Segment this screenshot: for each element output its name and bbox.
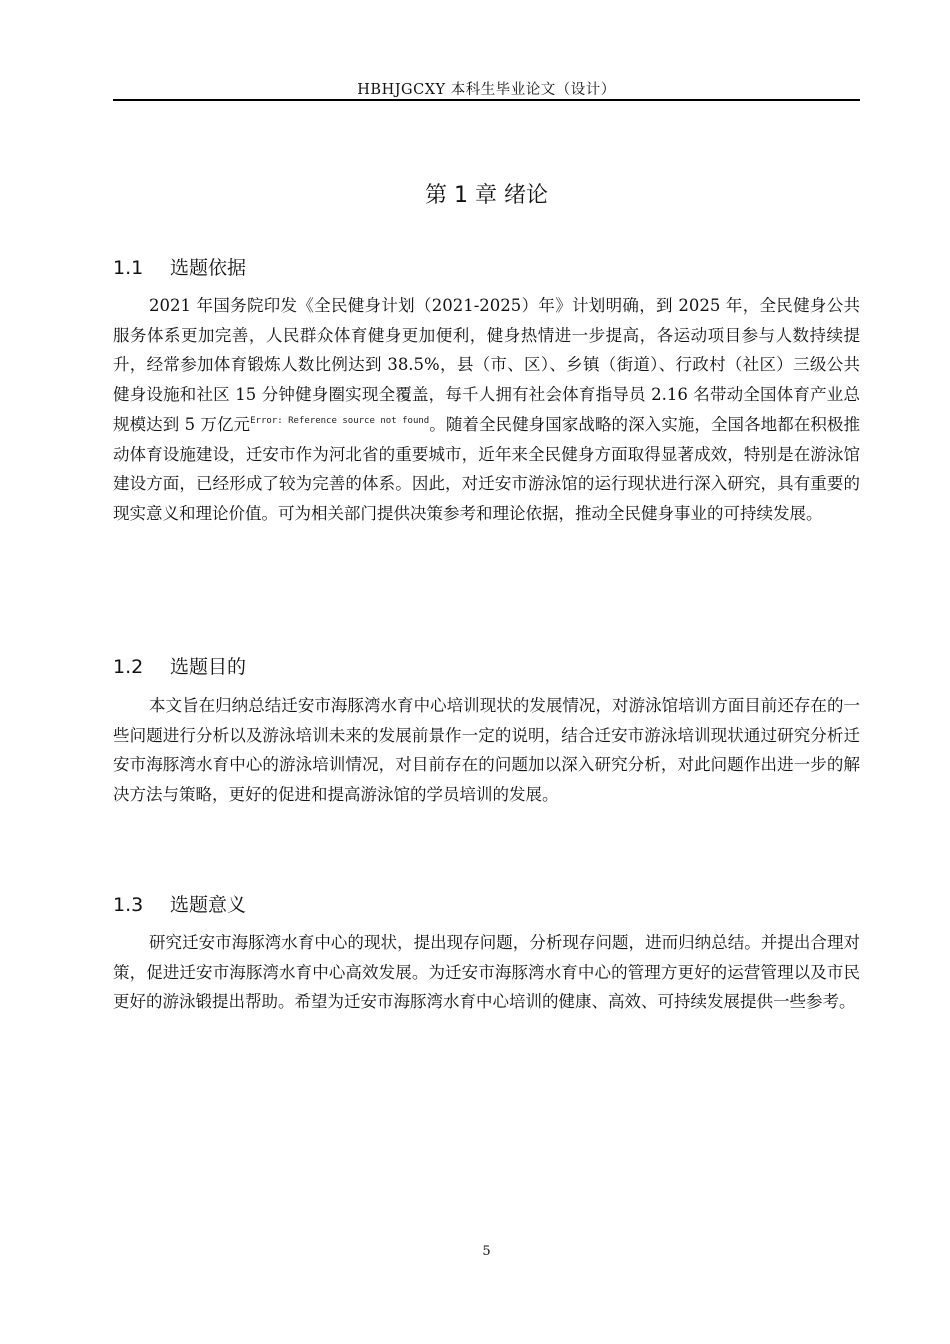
section-1-2-paragraph: 本文旨在归纳总结迁安市海豚湾水育中心培训现状的发展情况，对游泳馆培训方面目前还存在的一些问题进行分析以及游泳培训未来的发展前景作一定的说明，结合迁安市游泳培训现状通过研究分析迁安市海豚湾水育中心的游泳培训情况，对目前存在的问题加以深入研究分析，对此问题作出进一步的解决方法与策略，更好的促进和提高游泳馆的学员培训的发展。 (113, 696, 860, 805)
section-title: 选题依据 (170, 257, 247, 279)
section-1-3-paragraph: 研究迁安市海豚湾水育中心的现状，提出现存问题，分析现存问题，进而归纳总结。并提出合理对策，促进迁安市海豚湾水育中心高效发展。为迁安市海豚湾水育中心的管理方更好的运营管理以及市民更好的游泳锻提出帮助。希望为迁安市海豚湾水育中心培训的健康、高效、可持续发展提供一些参考。 (113, 933, 860, 1012)
running-header: HBHJGCXY 本科生毕业论文（设计） (357, 82, 616, 98)
reference-error-note: Error: Reference source not found (250, 415, 430, 426)
section-title: 选题目的 (170, 656, 247, 678)
section-heading-1-3 (113, 890, 246, 917)
section-1-1-paragraph (113, 291, 860, 529)
section-heading-1-1 (113, 253, 246, 280)
page-number: 5 (482, 1244, 491, 1259)
paragraph-text: 2021 年国务院印发《全民健身计划（2021-2025）年》计划明确，到 2025 年，全民健身公共服务体系更加完善，人民群众体育健身更加便利，健身热情进一步提高，各运动项目参与人数持续提升，经常参加体育锻炼人数比例达到 38.5%，县（市、区）、乡镇（街道）、行政村（社区）三级公共健身设施和社区 15 分钟健身圈实现全覆盖，每千人拥有社会体育指导员 2.16 名带动全国体育产业总规模达到 5 万亿元 (113, 296, 860, 434)
section-number: 1.3 (113, 894, 144, 916)
section-title: 选题意义 (170, 894, 247, 916)
section-number: 1.1 (113, 257, 144, 279)
chapter-title: 第 1 章 绪论 (425, 183, 548, 208)
section-number: 1.2 (113, 656, 144, 678)
header-rule (113, 99, 860, 101)
section-heading-1-2 (113, 652, 246, 679)
paragraph-text-continued: 。随着全民健身国家战略的深入实施，全国各地都在积极推动体育设施建设，迁安市作为河北省的重要城市，近年来全民健身方面取得显著成效，特别是在游泳馆建设方面，已经形成了较为完善的体系。因此，对迁安市游泳馆的运行现状进行深入研究，具有重要的现实意义和理论价值。可为相关部门提供决策参考和理论依据，推动全民健身事业的可持续发展。 (113, 414, 860, 523)
